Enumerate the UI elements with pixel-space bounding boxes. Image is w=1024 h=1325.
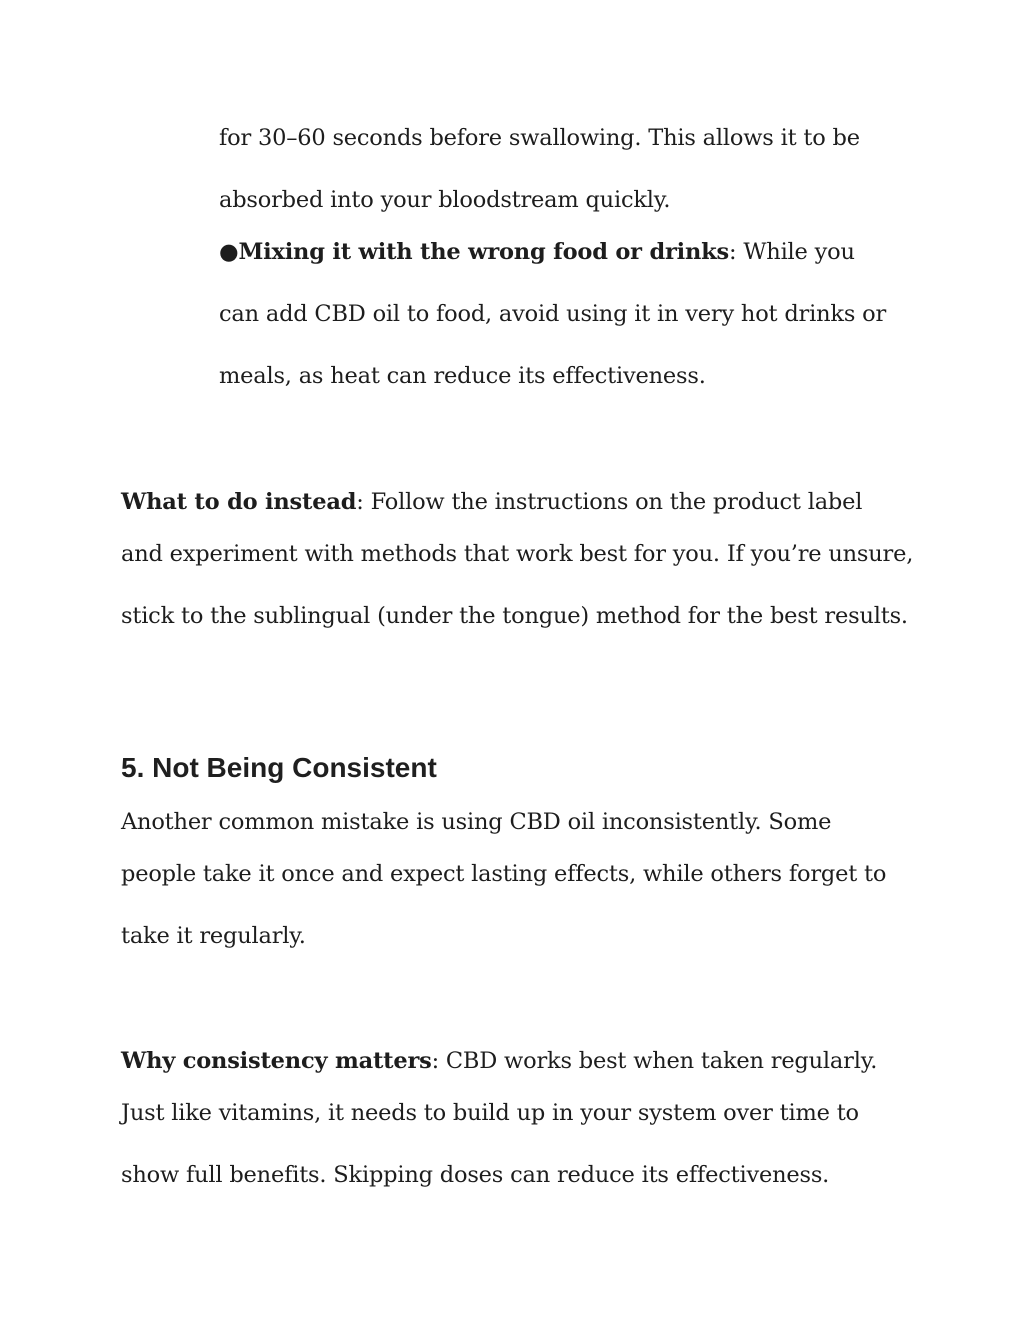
paragraph-text-line: Just like vitamins, it needs to build up in your system over time to [121, 1100, 859, 1126]
paragraph-text: : CBD works best when taken regularly. [431, 1048, 878, 1074]
paragraph-text-line: people take it once and expect lasting effects, while others forget to [121, 861, 887, 887]
paragraph-why-consistency [121, 1047, 877, 1075]
paragraph-text-line: stick to the sublingual (under the tongue) method for the best results. [121, 603, 908, 629]
bullet-text-line: for 30–60 seconds before swallowing. This allows it to be [219, 125, 860, 151]
paragraph-bold-label: Why consistency matters [121, 1048, 432, 1074]
bullet-text-line: meals, as heat can reduce its effectiveness. [219, 363, 706, 389]
paragraph-what-to-do [121, 488, 862, 516]
bullet-text: : While you [729, 239, 855, 265]
paragraph-text-line: take it regularly. [121, 923, 306, 949]
bullet-text-line: can add CBD oil to food, avoid using it in very hot drinks or [219, 301, 887, 327]
paragraph-text-line: Another common mistake is using CBD oil inconsistently. Some [121, 809, 832, 835]
bullet-item-mixing [219, 238, 855, 266]
section-heading: 5. Not Being Consistent [121, 752, 437, 783]
bullet-marker: ● [219, 239, 239, 265]
bullet-bold-label: Mixing it with the wrong food or drinks [238, 239, 730, 265]
paragraph-text-line: show full benefits. Skipping doses can reduce its effectiveness. [121, 1162, 830, 1188]
paragraph-bold-label: What to do instead [121, 489, 357, 515]
paragraph-text: : Follow the instructions on the product label [356, 489, 863, 515]
bullet-text-line: absorbed into your bloodstream quickly. [219, 187, 671, 213]
paragraph-text-line: and experiment with methods that work best for you. If you’re unsure, [121, 541, 914, 567]
